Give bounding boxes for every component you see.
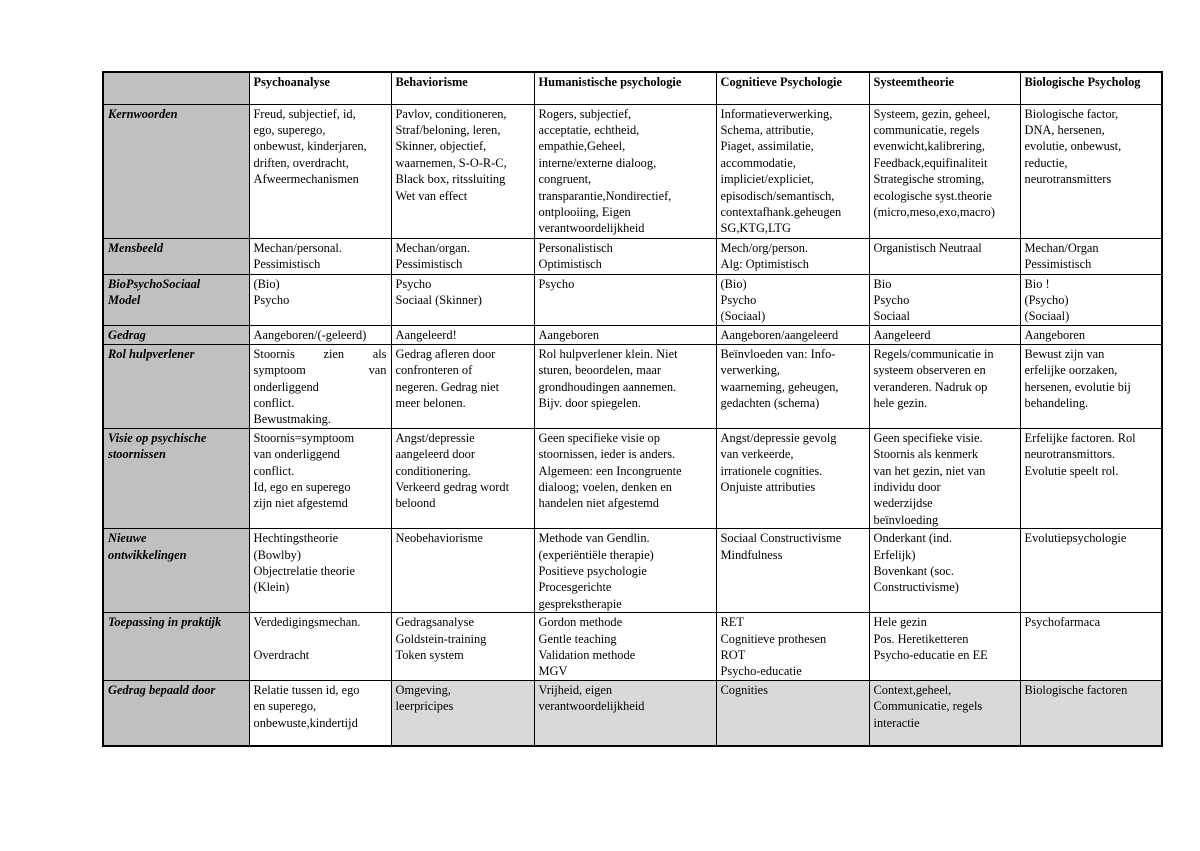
row-header-gedrag: Gedrag — [103, 325, 249, 344]
table-cell: (Bio) Psycho — [249, 274, 391, 325]
column-header-cognitieve-psychologie: Cognitieve Psychologie — [716, 72, 869, 104]
table-cell: Informatieverwerking, Schema, attributie, Piaget, assimilatie, accommodatie, impliciet/expliciet, episodisch/semantisch, contextafhank.geheugen SG,KTG,LTG — [716, 104, 869, 238]
table-cell: Geen specifieke visie. Stoornis als kenmerk van het gezin, niet van individu door wederzijdse beïnvloeding — [869, 428, 1020, 528]
table-row-visie-op-psychische-stoornissen — [103, 428, 1162, 528]
table-cell: Psychofarmaca — [1020, 613, 1162, 681]
table-cell: Evolutiepsychologie — [1020, 529, 1162, 613]
table-cell: Aangeleerd — [869, 325, 1020, 344]
table-cell: Rol hulpverlener klein. Niet sturen, beoordelen, maar grondhoudingen aannemen. Bijv. door spiegelen. — [534, 344, 716, 428]
table-cell: Hechtingstheorie (Bowlby) Objectrelatie theorie (Klein) — [249, 529, 391, 613]
row-header-biopsychosociaal-model: BioPsychoSociaal Model — [103, 274, 249, 325]
table-cell: Biologische factor, DNA, hersenen, evolutie, onbewust, reductie, neurotransmitters — [1020, 104, 1162, 238]
table-cell: Organistisch Neutraal — [869, 238, 1020, 274]
table-cell: (Bio) Psycho (Sociaal) — [716, 274, 869, 325]
table-cell: Beïnvloeden van: Info- verwerking, waarneming, geheugen, gedachten (schema) — [716, 344, 869, 428]
table-cell: Pavlov, conditioneren, Straf/beloning, leren, Skinner, objectief, waarnemen, S-O-R-C, Black box, ritssluiting Wet van effect — [391, 104, 534, 238]
table-cell: Sociaal Constructivisme Mindfulness — [716, 529, 869, 613]
table-row-rol-hulpverlener — [103, 344, 1162, 428]
table-cell: Personalistisch Optimistisch — [534, 238, 716, 274]
table-cell: Mechan/personal. Pessimistisch — [249, 238, 391, 274]
column-header-psychoanalyse: Psychoanalyse — [249, 72, 391, 104]
table-cell: Aangeboren — [1020, 325, 1162, 344]
row-header-kernwoorden: Kernwoorden — [103, 104, 249, 238]
row-header-visie-op-psychische-stoornissen: Visie op psychische stoornissen — [103, 428, 249, 528]
row-header-mensbeeld: Mensbeeld — [103, 238, 249, 274]
table-cell: Psycho Sociaal (Skinner) — [391, 274, 534, 325]
table-cell: Gordon methode Gentle teaching Validation methode MGV — [534, 613, 716, 681]
table-cell: Stoornis=symptoom van onderliggend conflict. Id, ego en superego zijn niet afgestemd — [249, 428, 391, 528]
table-cell: RET Cognitieve prothesen ROT Psycho-educatie — [716, 613, 869, 681]
table-cell: Bio Psycho Sociaal — [869, 274, 1020, 325]
table-cell: Mech/org/person. Alg: Optimistisch — [716, 238, 869, 274]
row-header-toepassing-in-praktijk: Toepassing in praktijk — [103, 613, 249, 681]
row-header-nieuwe-ontwikkelingen: Nieuwe ontwikkelingen — [103, 529, 249, 613]
table-cell: Relatie tussen id, ego en superego, onbewuste,kindertijd — [249, 680, 391, 746]
header-row — [103, 72, 1162, 104]
table-cell: Onderkant (ind. Erfelijk) Bovenkant (soc. Constructivisme) — [869, 529, 1020, 613]
table-row-toepassing-in-praktijk — [103, 613, 1162, 681]
table-cell: Gedragsanalyse Goldstein-training Token system — [391, 613, 534, 681]
table-row-gedrag-bepaald-door — [103, 680, 1162, 746]
column-header-biologische-psychologie: Biologische Psycholog — [1020, 72, 1162, 104]
table-cell: Aangeboren/(-geleerd) — [249, 325, 391, 344]
table-cell: Stoornis zien als symptoom van onderliggend conflict. Bewustmaking. — [249, 344, 391, 428]
table-cell: Omgeving, leerpricipes — [391, 680, 534, 746]
table-cell: Cognities — [716, 680, 869, 746]
table-row-biopsychosociaal-model — [103, 274, 1162, 325]
table-row-gedrag — [103, 325, 1162, 344]
table-cell: Regels/communicatie in systeem observeren en veranderen. Nadruk op hele gezin. — [869, 344, 1020, 428]
column-header-humanistische-psychologie: Humanistische psychologie — [534, 72, 716, 104]
table-cell: Freud, subjectief, id, ego, superego, onbewust, kinderjaren, driften, overdracht, Afweermechanismen — [249, 104, 391, 238]
table-cell: Hele gezin Pos. Heretiketteren Psycho-educatie en EE — [869, 613, 1020, 681]
corner-cell — [103, 72, 249, 104]
table-cell: Methode van Gendlin. (experiëntiële therapie) Positieve psychologie Procesgerichte gesprekstherapie — [534, 529, 716, 613]
table-cell: Angst/depressie gevolg van verkeerde, irrationele cognities. Onjuiste attributies — [716, 428, 869, 528]
column-header-behaviorisme: Behaviorisme — [391, 72, 534, 104]
table-cell: Psycho — [534, 274, 716, 325]
table-cell: Aangeboren — [534, 325, 716, 344]
table-cell: Context,geheel, Communicatie, regels interactie — [869, 680, 1020, 746]
table-cell: Systeem, gezin, geheel, communicatie, regels evenwicht,kalibrering, Feedback,equifinaliteit Strategische stroming, ecologische syst.theorie (micro,meso,exo,macro) — [869, 104, 1020, 238]
row-header-gedrag-bepaald-door: Gedrag bepaald door — [103, 680, 249, 746]
table-cell: Aangeleerd! — [391, 325, 534, 344]
row-header-rol-hulpverlener: Rol hulpverlener — [103, 344, 249, 428]
table-row-mensbeeld — [103, 238, 1162, 274]
table-cell: Mechan/Organ Pessimistisch — [1020, 238, 1162, 274]
comparison-table — [102, 71, 1163, 747]
table-cell: Neobehaviorisme — [391, 529, 534, 613]
table-row-nieuwe-ontwikkelingen — [103, 529, 1162, 613]
table-cell: Angst/depressie aangeleerd door conditionering. Verkeerd gedrag wordt beloond — [391, 428, 534, 528]
table-cell: Mechan/organ. Pessimistisch — [391, 238, 534, 274]
table-cell: Bio ! (Psycho) (Sociaal) — [1020, 274, 1162, 325]
table-cell: Erfelijke factoren. Rol neurotransmittors. Evolutie speelt rol. — [1020, 428, 1162, 528]
table-cell: Gedrag afleren door confronteren of negeren. Gedrag niet meer belonen. — [391, 344, 534, 428]
table-cell: Verdedigingsmechan. Overdracht — [249, 613, 391, 681]
column-header-systeemtheorie: Systeemtheorie — [869, 72, 1020, 104]
table-cell: Aangeboren/aangeleerd — [716, 325, 869, 344]
table-cell: Rogers, subjectief, acceptatie, echtheid, empathie,Geheel, interne/externe dialoog, congruent, transparantie,Nondirectief, ontplooiing, Eigen verantwoordelijkheid — [534, 104, 716, 238]
table-cell: Biologische factoren — [1020, 680, 1162, 746]
table-cell: Vrijheid, eigen verantwoordelijkheid — [534, 680, 716, 746]
table-cell: Bewust zijn van erfelijke oorzaken, hersenen, evolutie bij behandeling. — [1020, 344, 1162, 428]
table-cell: Geen specifieke visie op stoornissen, ieder is anders. Algemeen: een Incongruente dialoog; voelen, denken en handelen niet afgestemd — [534, 428, 716, 528]
table-row-kernwoorden — [103, 104, 1162, 238]
